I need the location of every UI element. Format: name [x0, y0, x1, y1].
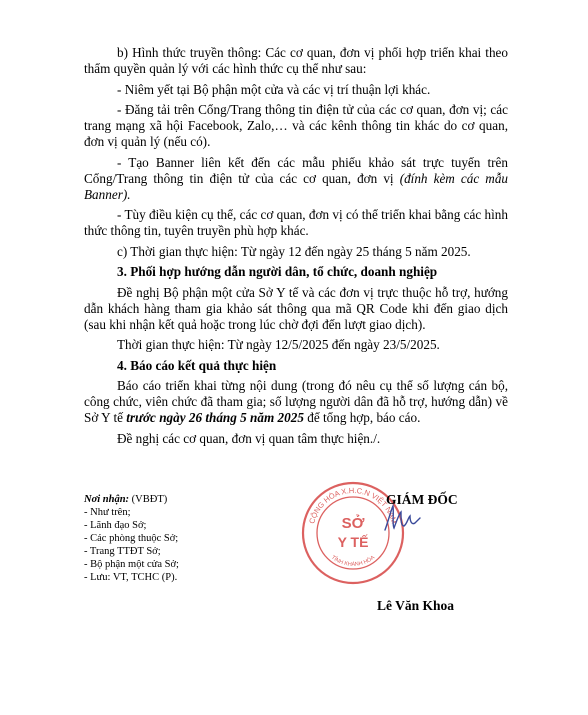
heading-text: 3. Phối hợp hướng dẫn người dân, tổ chức, doanh nghiệp — [117, 264, 438, 279]
recipient-item: - Lưu: VT, TCHC (P). — [84, 572, 178, 583]
paragraph-text: - Tạo Banner liên kết đến các mẫu phiếu khảo sát trực tuyến trên Cổng/Trang thông tin điện tử của các cơ quan, đơn vị — [84, 154, 508, 186]
seal-inner-ring — [317, 497, 389, 569]
signer-name: Lê Văn Khoa — [377, 598, 455, 613]
seal-line-2: Y TẾ — [337, 534, 369, 550]
recipient-item: - Bộ phận một cửa Sở; — [84, 559, 179, 570]
section-heading-4 — [84, 358, 508, 374]
paragraph-text: Đề nghị Bộ phận một cửa Sở Y tế và các đơn vị trực thuộc hỗ trợ, hướng dẫn khách hàng tham gia khảo sát thông qua mã QR Code khi đến giao dịch (sau khi nhận kết quả hoặc trong lúc chờ đợi đến lượt giao dịch). — [84, 284, 508, 332]
heading-text: 4. Báo cáo kết quả thực hiện — [117, 357, 277, 373]
paragraph-text: - Niêm yết tại Bộ phận một cửa và các vị trí thuận lợi khác. — [117, 81, 431, 97]
paragraph-text: Báo cáo triển khai từng nội dung (trong đó nêu cụ thể số lượng cán bộ, công chức, viên chức đã tham gia; số lượng người dân đã hỗ trợ, hướng dẫn) về Sở Y tế — [84, 378, 508, 425]
recipient-item: - Trang TTĐT Sở; — [84, 546, 161, 557]
paragraph-text-end: để tổng hợp, báo cáo. — [303, 410, 421, 425]
paragraph-timeframe-c — [84, 244, 508, 260]
paragraph-text: - Đăng tải trên Cổng/Trang thông tin điện tử của các cơ quan, đơn vị; các trang mạng xã hội Facebook, Zalo,… và các kênh thông tin khác do cơ quan, đơn vị quản lý (nếu có). — [84, 102, 508, 149]
paragraph-timeframe-3 — [84, 337, 508, 353]
recipients-title: Nơi nhận: — [84, 494, 130, 505]
seal-line-1: SỞ — [341, 515, 365, 532]
recipient-item: - Lãnh đạo Sở; — [84, 520, 147, 531]
paragraph-banner — [84, 155, 508, 203]
paragraph-closing — [84, 431, 508, 447]
seal-ring-text: CỘNG HÒA X.H.C.N VIỆT NAM — [307, 485, 399, 525]
recipient-item: - Như trên; — [84, 507, 131, 518]
paragraph-text: - Tùy điều kiện cụ thể, các cơ quan, đơn vị có thể triển khai bằng các hình thức thông tin, tuyên truyền phù hợp khác. — [84, 207, 508, 238]
paragraph-report — [84, 378, 508, 426]
seal-bottom-text: TỈNH KHÁNH HÒA — [329, 554, 377, 568]
paragraph-italic-note: (đính kèm các mẫu Banner). — [84, 170, 509, 202]
signer-title: GIÁM ĐỐC — [386, 492, 458, 507]
paragraph-deadline: trước ngày 26 tháng 5 năm 2025 — [126, 410, 304, 425]
paragraph-posting — [84, 82, 508, 98]
paragraph-web-posting — [84, 102, 508, 150]
recipient-item: - Các phòng thuộc Sở; — [84, 533, 179, 544]
paragraph-text: b) Hình thức truyền thông: Các cơ quan, đơn vị phối hợp triển khai theo thẩm quyền quản lý với các hình thức cụ thể như sau: — [84, 45, 508, 76]
paragraph-guidance — [84, 285, 508, 333]
section-heading-3 — [84, 264, 508, 280]
paragraph-text: Thời gian thực hiện: Từ ngày 12/5/2025 đến ngày 23/5/2025. — [117, 337, 440, 352]
paragraph-text: c) Thời gian thực hiện: Từ ngày 12 đến ngày 25 tháng 5 năm 2025. — [117, 243, 471, 259]
paragraph-communication-forms — [84, 45, 508, 77]
signature-icon — [382, 502, 422, 536]
recipients-header — [84, 493, 294, 506]
recipients-title-extra: (VBĐT) — [129, 494, 168, 505]
paragraph-other-forms — [84, 207, 508, 239]
paragraph-text: Đề nghị các cơ quan, đơn vị quan tâm thực hiện./. — [117, 430, 381, 446]
document-body — [84, 45, 508, 451]
recipients-block — [84, 493, 294, 584]
